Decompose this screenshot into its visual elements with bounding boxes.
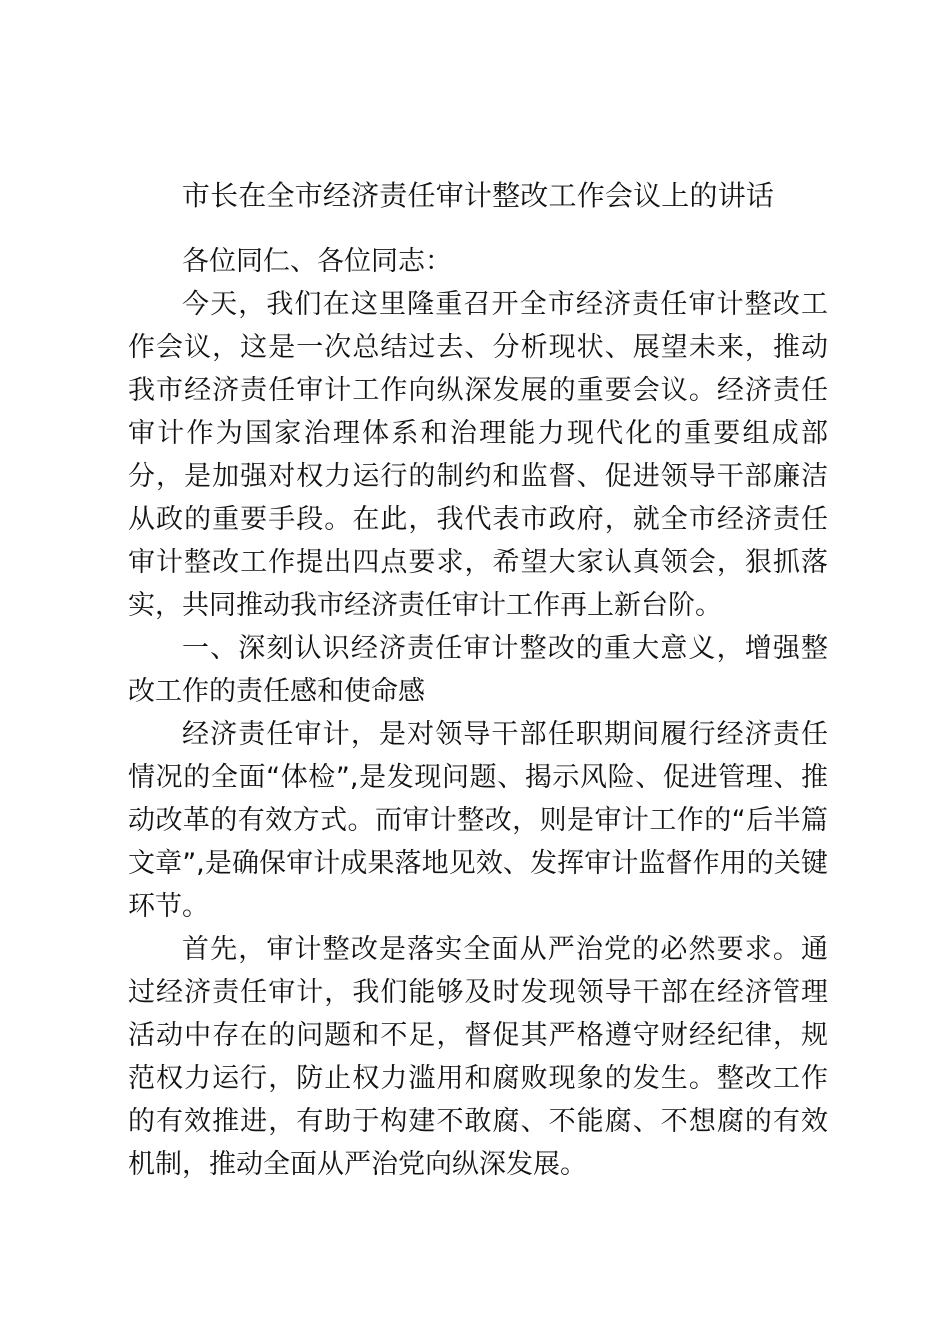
paragraph-opening: 今天，我们在这里隆重召开全市经济责任审计整改工作会议，这是一次总结过去、分析现状、展望未来，推动我市经济责任审计工作向纵深发展的重要会议。经济责任审计作为国家治理体系和治理能力现代化的重要组成部分，是加强对权力运行的制约和监督、促进领导干部廉洁从政的重要手段。在此，我代表市政府，就全市经济责任审计整改工作提出四点要求，希望大家认真领会，狠抓落实，共同推动我市经济责任审计工作再上新台阶。 — [128, 289, 828, 621]
salutation: 各位同仁、各位同志： — [182, 246, 452, 277]
paragraph-first-point: 首先，审计整改是落实全面从严治党的必然要求。通过经济责任审计，我们能够及时发现领导干部在经济管理活动中存在的问题和不足，督促其严格遵守财经纪律，规范权力运行，防止权力滥用和腐败现象的发生。整改工作的有效推进，有助于构建不敢腐、不能腐、不想腐的有效机制，推动全面从严治党向纵深发展。 — [128, 934, 828, 1180]
document-title: 市长在全市经济责任审计整改工作会议上的讲话 — [181, 179, 775, 212]
document-body — [128, 240, 828, 1186]
paragraph-audit-definition: 经济责任审计，是对领导干部任职期间履行经济责任情况的全面“体检”,是发现问题、揭示风险、促进管理、推动改革的有效方式。而审计整改，则是审计工作的“后半篇文章”,是确保审计成果落地见效、发挥审计监督作用的关键环节。 — [128, 719, 828, 922]
section-heading-1: 一、深刻认识经济责任审计整改的重大意义，增强整改工作的责任感和使命感 — [128, 633, 828, 707]
